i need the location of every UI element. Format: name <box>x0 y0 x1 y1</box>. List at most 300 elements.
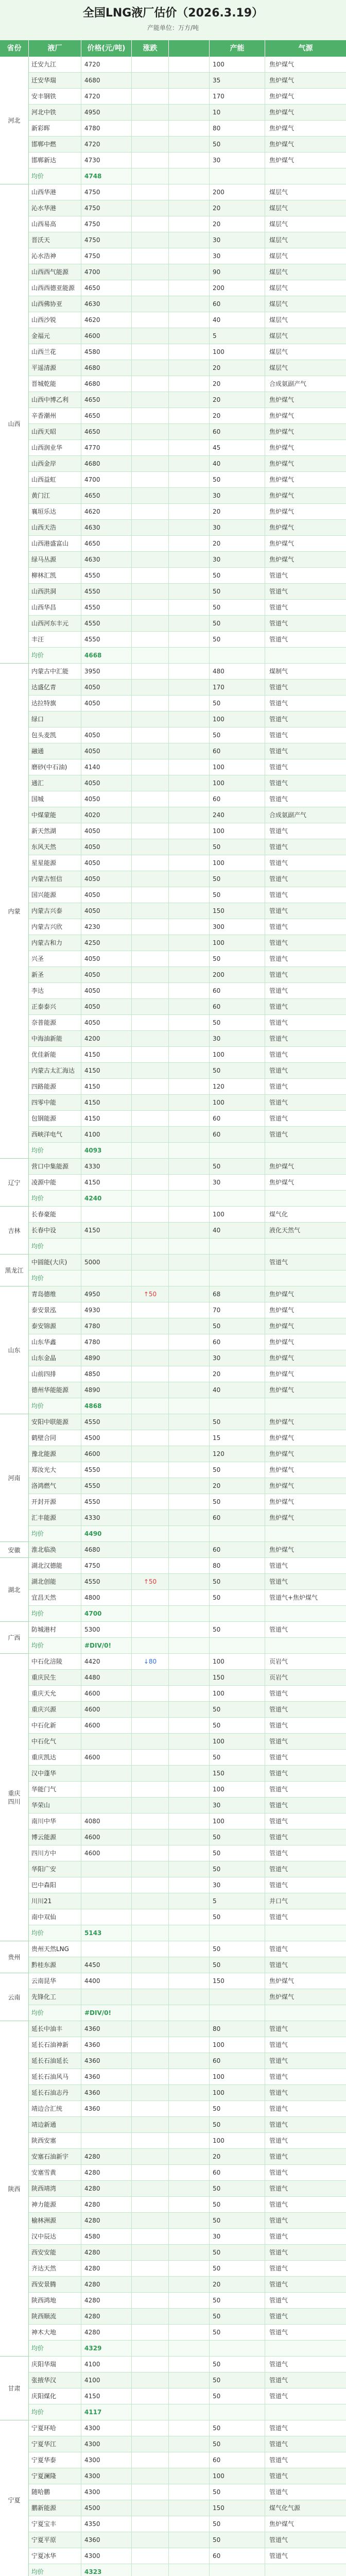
plant-name: 绿马丛源 <box>29 552 81 567</box>
change-cell <box>132 1973 169 1989</box>
output-cell <box>210 1191 265 1206</box>
spacer-cell <box>169 344 210 360</box>
plant-name: 山西洪洞 <box>29 584 81 599</box>
change-cell <box>132 1686 169 1701</box>
change-cell <box>132 376 169 392</box>
output-cell: 50 <box>210 887 265 903</box>
output-cell: 150 <box>210 2500 265 2516</box>
source-cell: 焦炉煤气 <box>269 1323 295 1330</box>
price-cell: 4280 <box>81 2165 132 2180</box>
change-cell <box>132 1031 169 1046</box>
table-row <box>29 2516 346 2532</box>
source-cell: 管道气 <box>269 1913 288 1921</box>
table-row <box>29 296 346 312</box>
output-cell: 50 <box>210 1941 265 1957</box>
plant-name: 包钢能源 <box>29 1111 81 1126</box>
spacer-cell <box>169 2101 210 2116</box>
source-cell: 管道气 <box>269 2265 288 2272</box>
source-cell: 管道气 <box>269 923 288 930</box>
price-cell: 4050 <box>81 1015 132 1030</box>
output-cell: 35 <box>210 73 265 88</box>
plant-name: 绿口 <box>29 711 81 727</box>
price-cell: 4050 <box>81 791 132 807</box>
table-row <box>29 2053 346 2069</box>
source-cell: 管道气 <box>269 1961 288 1969</box>
output-cell: 240 <box>210 807 265 823</box>
output-cell: 20 <box>210 2277 265 2292</box>
spacer-cell <box>169 1414 210 1430</box>
plant-name: 豫北能源 <box>29 1446 81 1462</box>
table-row <box>29 2293 346 2309</box>
price-cell: 4330 <box>81 1159 132 1174</box>
spacer-cell <box>169 89 210 104</box>
plant-name: 靖边合汇统 <box>29 2101 81 2116</box>
output-cell <box>210 1255 265 1270</box>
spacer-cell <box>169 200 210 216</box>
price-cell <box>81 1734 132 1749</box>
source-cell: 焦炉煤气 <box>269 2520 295 2528</box>
spacer-cell <box>169 2532 210 2548</box>
plant-name: 陕西鸿地 <box>29 2293 81 2308</box>
output-cell: 150 <box>210 1766 265 1781</box>
plant-name: 内蒙古中汇能 <box>29 664 81 679</box>
source-cell: 管道气 <box>269 1866 288 1873</box>
output-cell: 50 <box>210 1318 265 1334</box>
plant-name: 重庆凯达 <box>29 1750 81 1765</box>
source-cell: 管道气 <box>269 2073 288 2080</box>
change-cell <box>132 1111 169 1126</box>
price-cell: 4650 <box>81 280 132 296</box>
average-row <box>29 168 346 184</box>
plant-name: 均价 <box>29 1143 81 1158</box>
table-row <box>29 2261 346 2277</box>
price-cell: 4650 <box>81 392 132 408</box>
output-cell <box>210 1989 265 2005</box>
output-cell: 150 <box>210 903 265 919</box>
province-label: 贵州 <box>8 1954 21 1961</box>
source-cell: 焦炉煤气 <box>269 1338 295 1346</box>
source-cell <box>265 1143 346 1158</box>
price-cell <box>81 2133 132 2148</box>
price-cell: 4550 <box>81 616 132 631</box>
province-label: 甘肃 <box>8 2385 21 2392</box>
plant-name: 均价 <box>29 648 81 663</box>
spacer-cell <box>169 2277 210 2292</box>
spacer-cell <box>169 424 210 439</box>
price-cell <box>81 1207 132 1222</box>
plant-name: 内蒙古和力 <box>29 935 81 951</box>
spacer-cell <box>169 1207 210 1222</box>
change-cell <box>132 1622 169 1637</box>
table-row <box>29 1829 346 1845</box>
spacer-cell <box>169 1095 210 1110</box>
table-row <box>29 1302 346 1318</box>
output-cell: 100 <box>210 1814 265 1829</box>
output-cell: 5 <box>210 1893 265 1909</box>
plant-name: 重庆天允 <box>29 1686 81 1701</box>
change-cell <box>132 839 169 855</box>
price-cell: 4100 <box>81 2372 132 2388</box>
plant-name: 山西天昭 <box>29 424 81 439</box>
change-cell <box>132 1542 169 1557</box>
table-row <box>29 232 346 248</box>
output-cell: 60 <box>210 1111 265 1126</box>
plant-name: 开封开源 <box>29 1494 81 1510</box>
price-cell: 4360 <box>81 2037 132 2053</box>
spacer-cell <box>169 121 210 136</box>
table-row <box>29 57 346 73</box>
header <box>0 0 346 40</box>
average-row <box>29 1191 346 1207</box>
output-cell: 80 <box>210 1558 265 1573</box>
output-cell <box>210 1270 265 1286</box>
change-cell <box>132 1494 169 1510</box>
price-cell <box>81 2117 132 2132</box>
spacer-cell <box>169 2372 210 2388</box>
source-cell: 煤层气 <box>269 189 288 196</box>
table-row <box>29 1255 346 1270</box>
plant-name: 河北中铁 <box>29 105 81 120</box>
table-row <box>29 312 346 328</box>
table-row <box>29 1047 346 1063</box>
spacer-cell <box>169 408 210 423</box>
change-cell <box>132 2213 169 2228</box>
source-cell: 焦炉煤气 <box>269 93 295 100</box>
plant-name: 四零中能 <box>29 1095 81 1110</box>
source-cell: 管道气 <box>269 2089 288 2096</box>
price-cell: 4780 <box>81 121 132 136</box>
price-cell: 4668 <box>81 648 132 663</box>
source-cell: 焦炉煤气 <box>269 1386 295 1394</box>
plant-name: 宁夏澜隆 <box>29 2468 81 2484</box>
table-row <box>29 823 346 839</box>
source-cell: 管道气 <box>269 1754 288 1761</box>
spacer-cell <box>169 839 210 855</box>
spacer-cell <box>169 440 210 455</box>
spacer-cell <box>169 1143 210 1158</box>
spacer-cell <box>169 1718 210 1733</box>
output-cell: 50 <box>210 1750 265 1765</box>
output-cell: 50 <box>210 2261 265 2276</box>
plant-name: 庆阳华瑞 <box>29 2357 81 2372</box>
change-cell <box>132 999 169 1014</box>
price-cell: 4630 <box>81 296 132 312</box>
spacer-cell <box>169 376 210 392</box>
province-label: 辽宁 <box>8 1179 21 1187</box>
plant-name: 宜昌天然 <box>29 1590 81 1605</box>
source-cell: 焦炉煤气 <box>269 157 295 164</box>
spacer-cell <box>169 1127 210 1142</box>
source-cell: 煤层气 <box>269 300 288 308</box>
change-cell <box>132 2117 169 2132</box>
plant-name: 金福元 <box>29 328 81 344</box>
change-cell <box>132 2053 169 2069</box>
province-divider <box>0 1254 28 1255</box>
plant-name: 辛香潮州 <box>29 408 81 423</box>
spacer-cell <box>169 680 210 695</box>
plant-name: 均价 <box>29 1638 81 1653</box>
price-cell: 4250 <box>81 935 132 951</box>
plant-name: 邯郸新达 <box>29 152 81 168</box>
spacer-cell <box>169 2261 210 2276</box>
output-cell: 50 <box>210 2436 265 2452</box>
plant-name: 防城港村 <box>29 1622 81 1637</box>
province-divider <box>0 1206 28 1207</box>
table-row <box>29 1334 346 1350</box>
output-cell: 60 <box>210 296 265 312</box>
change-cell <box>132 2388 169 2404</box>
plant-name: 山西佛协亚 <box>29 296 81 312</box>
price-cell: 4550 <box>81 1574 132 1589</box>
change-cell <box>132 1750 169 1765</box>
source-cell: 煤气化气源 <box>269 2504 301 2512</box>
table-row <box>29 456 346 472</box>
source-cell: 焦炉煤气 <box>269 1450 295 1458</box>
spacer-cell <box>169 1286 210 1302</box>
table-row <box>29 1670 346 1686</box>
change-cell <box>132 73 169 88</box>
spacer-cell <box>169 1079 210 1094</box>
change-cell <box>132 2101 169 2116</box>
output-cell: 50 <box>210 472 265 487</box>
spacer-cell <box>169 903 210 919</box>
change-cell <box>132 2037 169 2053</box>
source-cell: 焦炉煤气 <box>269 61 295 68</box>
source-cell: 煤层气 <box>269 252 288 260</box>
plant-name: 优佳新能 <box>29 1047 81 1062</box>
output-cell: 200 <box>210 280 265 296</box>
price-cell: 4680 <box>81 360 132 376</box>
plant-name: 宁夏平原 <box>29 2532 81 2548</box>
output-cell: 150 <box>210 1973 265 1989</box>
spacer-cell <box>169 2388 210 2404</box>
change-cell <box>132 680 169 695</box>
spacer-cell <box>169 1047 210 1062</box>
change-cell <box>132 1350 169 1366</box>
output-cell: 100 <box>210 2069 265 2084</box>
spacer-cell <box>169 184 210 200</box>
change-cell <box>132 2468 169 2484</box>
spacer-cell <box>169 2229 210 2244</box>
table-row <box>29 1798 346 1814</box>
source-cell <box>265 1270 346 1286</box>
table-row <box>29 2388 346 2404</box>
spacer-cell <box>169 727 210 743</box>
output-cell: 50 <box>210 2181 265 2196</box>
output-cell: 50 <box>210 871 265 887</box>
table-row <box>29 743 346 759</box>
spacer-cell <box>169 1845 210 1861</box>
source-cell: 焦炉煤气 <box>269 77 295 84</box>
plant-name: 山西河东丰元 <box>29 616 81 631</box>
spacer-cell <box>169 504 210 519</box>
spacer-cell <box>169 1302 210 1318</box>
source-cell: 并口气 <box>269 1897 288 1905</box>
spacer-cell <box>169 1494 210 1510</box>
price-cell: 4600 <box>81 1446 132 1462</box>
price-cell: 4360 <box>81 2069 132 2084</box>
price-cell: 4620 <box>81 504 132 519</box>
average-row <box>29 1270 346 1286</box>
plant-name: 柳林汇凯 <box>29 568 81 583</box>
spacer-cell <box>169 1558 210 1573</box>
price-cell: 4550 <box>81 584 132 599</box>
table-row <box>29 1702 346 1718</box>
spacer-cell <box>169 648 210 663</box>
plant-name: 中圆能(大庆) <box>29 1255 81 1270</box>
plant-name: 迁安华瑞 <box>29 73 81 88</box>
change-cell <box>132 711 169 727</box>
change-cell <box>132 408 169 423</box>
spacer-cell <box>169 1798 210 1813</box>
table-row <box>29 1111 346 1127</box>
province-label: 重庆 四川 <box>8 1790 21 1805</box>
price-cell: 4720 <box>81 89 132 104</box>
province-label: 吉林 <box>8 1227 21 1234</box>
table-row <box>29 967 346 983</box>
plant-name: 中石化涪陵 <box>29 1654 81 1669</box>
table-row <box>29 999 346 1015</box>
price-cell: 4550 <box>81 1414 132 1430</box>
source-cell: 焦炉煤气 <box>269 1307 295 1314</box>
spacer-cell <box>169 584 210 599</box>
average-row <box>29 2341 346 2357</box>
change-cell <box>132 1941 169 1957</box>
price-cell: 4300 <box>81 2548 132 2564</box>
change-cell <box>132 1718 169 1733</box>
price-cell: 4600 <box>81 1750 132 1765</box>
source-cell: 管道气 <box>269 1035 288 1042</box>
source-cell: 管道气 <box>269 2025 288 2032</box>
output-cell: 60 <box>210 791 265 807</box>
plant-name: 山西华港 <box>29 184 81 200</box>
change-cell <box>132 2564 169 2576</box>
spacer-cell <box>169 472 210 487</box>
source-cell: 管道气 <box>269 2121 288 2128</box>
spacer-cell <box>169 1430 210 1446</box>
source-cell: 管道气 <box>269 2329 288 2336</box>
change-cell <box>132 2357 169 2372</box>
output-cell <box>210 648 265 663</box>
plant-name: 湖北创能 <box>29 1574 81 1589</box>
spacer-cell <box>169 456 210 471</box>
table-row <box>29 887 346 903</box>
spacer-cell <box>169 488 210 503</box>
table-row <box>29 2021 346 2037</box>
change-cell <box>132 1558 169 1573</box>
source-cell: 管道气 <box>269 1626 288 1633</box>
source-cell: 焦炉煤气 <box>269 412 295 419</box>
source-cell: 管道气 <box>269 1003 288 1010</box>
spacer-cell <box>169 1366 210 1382</box>
output-cell: 30 <box>210 248 265 264</box>
price-cell: 4300 <box>81 2420 132 2436</box>
price-cell: 4800 <box>81 1590 132 1605</box>
output-cell: 15 <box>210 1430 265 1446</box>
source-cell: 焦炉煤气 <box>269 476 295 483</box>
output-cell: 20 <box>210 200 265 216</box>
table-row <box>29 616 346 632</box>
plant-name: 新圣 <box>29 967 81 982</box>
table-row <box>29 1318 346 1334</box>
output-cell: 30 <box>210 488 265 503</box>
spacer-cell <box>169 312 210 328</box>
source-cell: 煤层气 <box>269 284 288 292</box>
source-cell: 煤层气 <box>269 268 288 276</box>
table-row <box>29 2357 346 2372</box>
output-cell: 70 <box>210 1302 265 1318</box>
change-cell <box>132 1478 169 1494</box>
plant-name: 兴圣 <box>29 951 81 967</box>
change-cell <box>132 1606 169 1621</box>
price-cell <box>81 1941 132 1957</box>
output-cell: 30 <box>210 1031 265 1046</box>
price-cell: 4750 <box>81 232 132 248</box>
table-row <box>29 2420 346 2436</box>
source-cell: 焦炉煤气 <box>269 125 295 132</box>
spacer-cell <box>169 2133 210 2148</box>
spacer-cell <box>169 2021 210 2037</box>
spacer-cell <box>169 616 210 631</box>
price-cell: 4050 <box>81 680 132 695</box>
spacer-cell <box>169 855 210 871</box>
output-cell: 20 <box>210 392 265 408</box>
price-cell: 4300 <box>81 2484 132 2500</box>
output-cell: 50 <box>210 2388 265 2404</box>
change-cell <box>132 632 169 647</box>
price-cell: 4680 <box>81 376 132 392</box>
spacer-cell <box>169 2053 210 2069</box>
change-cell <box>132 1510 169 1526</box>
spacer-cell <box>169 1973 210 1989</box>
table-row <box>29 488 346 504</box>
spacer-cell <box>169 105 210 120</box>
source-cell: 焦炉煤气 <box>269 1163 295 1170</box>
table-row <box>29 1366 346 1382</box>
output-cell: 20 <box>210 504 265 519</box>
table-row <box>29 2452 346 2468</box>
change-cell <box>132 823 169 839</box>
output-cell: 50 <box>210 1861 265 1877</box>
source-cell: 管道气 <box>269 1099 288 1106</box>
page-title: 全国LNG液厂估价（2026.3.19） <box>82 7 264 20</box>
source-cell: 管道气 <box>269 875 288 883</box>
price-cell: 4280 <box>81 2197 132 2212</box>
table-row <box>29 1430 346 1446</box>
table-row <box>29 2213 346 2229</box>
source-cell: 煤层气 <box>269 316 288 324</box>
spacer-cell <box>169 536 210 551</box>
plant-name: 榆林洲源 <box>29 2213 81 2228</box>
table-row <box>29 1989 346 2005</box>
change-cell <box>132 1782 169 1797</box>
plant-name: 均价 <box>29 2564 81 2576</box>
change-cell <box>132 1302 169 1318</box>
price-cell: 4100 <box>81 1127 132 1142</box>
table-row <box>29 1686 346 1702</box>
change-cell <box>132 216 169 232</box>
source-cell: 管道气 <box>269 1834 288 1841</box>
source-cell <box>265 1191 346 1206</box>
table-row <box>29 2372 346 2388</box>
source-cell: 管道气 <box>269 2377 288 2384</box>
output-cell: 50 <box>210 2101 265 2116</box>
source-cell: 管道气 <box>269 2249 288 2256</box>
col-price: 价格(元/吨) <box>81 40 132 57</box>
change-cell <box>132 1239 169 1254</box>
change-cell <box>132 2085 169 2100</box>
price-cell: 4450 <box>81 1957 132 1973</box>
